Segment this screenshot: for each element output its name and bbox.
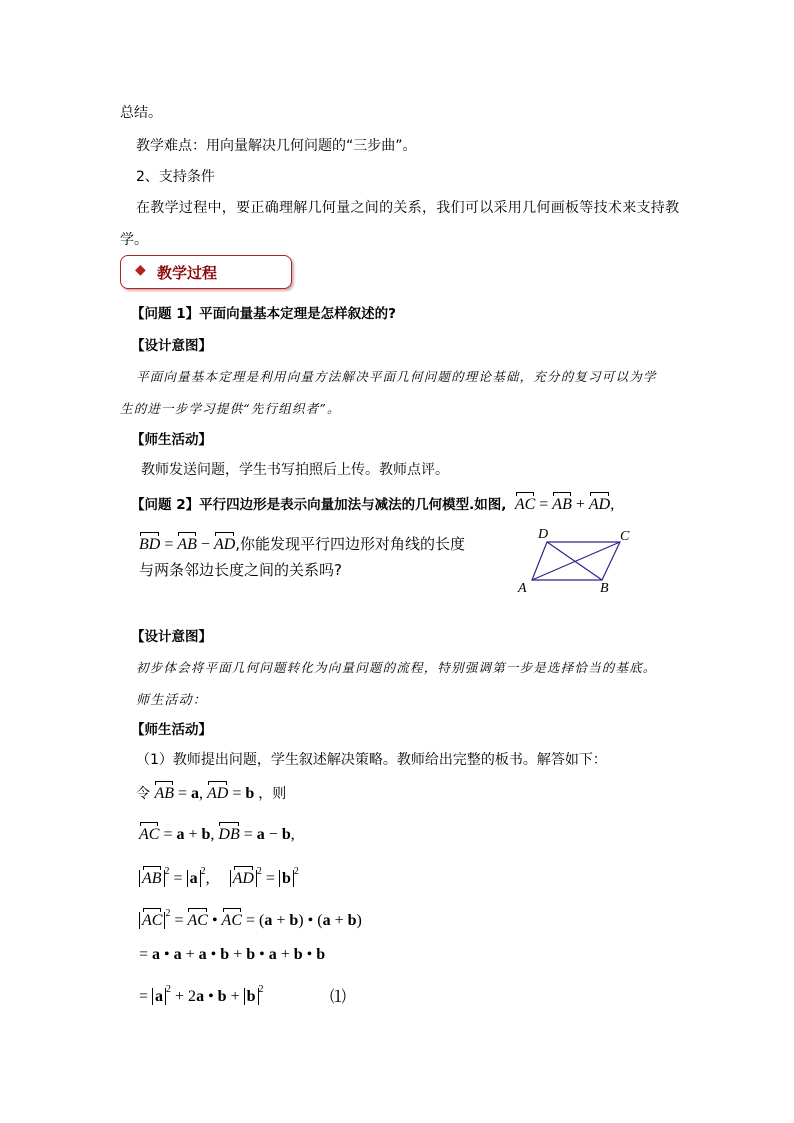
section-title: 教学过程 [157,264,218,282]
vertex-label-c: C [620,529,630,544]
q1-design-text-line-2: 生的进一步学习提供“先行组织者”。 [120,401,341,416]
q2-activity-plain: 师生活动： [136,693,208,708]
q1-activity-label: 【师生活动】 [131,432,212,448]
vector-b: b [347,912,357,929]
vector-a: a [152,946,161,963]
math-line-result: = a $^2$ + 2a • b + b $^2$ [139,984,264,1005]
vector-a: a [191,785,200,802]
q2-design-text: 初步体会将平面几何问题转化为向量问题的流程，特别强调第一步是选择恰当的基底。 [136,660,657,675]
q1-activity-text: 教师发送问题，学生书写拍照后上传。教师点评。 [141,462,449,478]
vector-ac: AC [139,826,160,843]
vector-ab: AB [154,785,174,802]
math-line-ac-squared: AC $^2$ = AC • AC = (a + b) • (a + b) [139,908,362,930]
vector-ad: AD [232,870,254,887]
math-line-magnitudes: AB $^2$ = a $^2$, AD $^2$ = b $^2$ [139,866,299,888]
diagonal-bd [547,542,602,580]
vector-b: b [201,826,211,843]
support-text-line-1: 在教学过程中，要正确理解几何量之间的关系，我们可以采用几何画板等技术来支持教 [136,200,680,216]
vector-db: DB [218,826,240,843]
q2-activity-label: 【师生活动】 [131,722,212,738]
vector-b: b [246,988,256,1005]
vector-b: b [217,988,227,1005]
teaching-difficulty: 教学难点：用向量解决几何问题的“三步曲”。 [136,138,417,154]
q1-design-label: 【设计意图】 [131,338,212,354]
question-1-title: 【问题 1】平面向量基本定理是怎样叙述的? [131,306,396,322]
vector-ad: AD [588,496,611,513]
vector-ad: AD [207,785,229,802]
diamond-icon: ◆ [135,262,146,278]
section-header-box [120,255,292,289]
vector-ab: AB [142,870,162,887]
parallelogram-figure [510,524,640,596]
question-2-title-line [131,493,614,514]
equation-bd-diff: BD = AB − AD [139,536,236,553]
vector-b: b [316,946,326,963]
vertex-label-b: B [600,581,609,596]
vertex-label-a: A [518,581,527,596]
vector-a: a [264,912,273,929]
equation-ac-sum: AC = AB + AD, [514,496,615,513]
summary-text: 总结。 [120,105,162,121]
question-2-line-2 [139,533,465,554]
vector-a: a [189,870,198,887]
let-prefix: 令 [136,786,150,802]
vector-a: a [176,826,185,843]
vector-ad: AD [213,536,236,553]
let-suffix: ，则 [258,786,287,802]
vector-b: b [289,912,299,929]
support-heading: 2、支持条件 [136,169,215,185]
vector-b: b [281,826,291,843]
support-text-line-2: 学。 [120,232,148,248]
q2-step-1: （1）教师提出问题，学生叙述解决策略。教师给出完整的板书。解答如下： [136,752,607,768]
math-let-line: 令 AB = a, AD = b ，则 [136,785,287,802]
vector-b: b [293,946,303,963]
vector-a: a [173,946,182,963]
q2-design-label: 【设计意图】 [131,629,212,645]
question-2-text-2: 与两条邻边长度之间的关系吗? [139,561,342,579]
vector-a: a [322,912,331,929]
vertex-label-d: D [538,527,549,542]
vector-a: a [196,988,205,1005]
vector-a: a [268,946,277,963]
equation-number-1: ⑴ [330,989,347,1006]
vector-ac: AC [187,912,208,929]
vector-b: b [245,785,255,802]
q1-design-text-line-1: 平面向量基本定理是利用向量方法解决平面几何问题的理论基础，充分的复习可以为学 [136,369,657,384]
vector-ab: AB [177,536,197,553]
vector-ab: AB [552,496,572,513]
math-line-ac-db: AC = a + b, DB = a − b, [139,826,295,843]
vector-ac: AC [221,912,242,929]
vector-a: a [155,988,164,1005]
vector-b: b [246,946,256,963]
vector-a: a [198,946,207,963]
question-2-title: 【问题 2】平行四边形是表示向量加法与减法的几何模型.如图, [131,497,507,513]
vector-a: a [256,826,265,843]
vector-bd: BD [139,536,161,553]
vector-b: b [281,870,291,887]
vector-b: b [220,946,230,963]
vector-ac: AC [142,912,163,929]
question-2-text-1: ,你能发现平行四边形对角线的长度 [235,535,466,553]
vector-ac: AC [514,496,536,513]
math-line-expand: = a • a + a • b + b • a + b • b [139,946,326,963]
